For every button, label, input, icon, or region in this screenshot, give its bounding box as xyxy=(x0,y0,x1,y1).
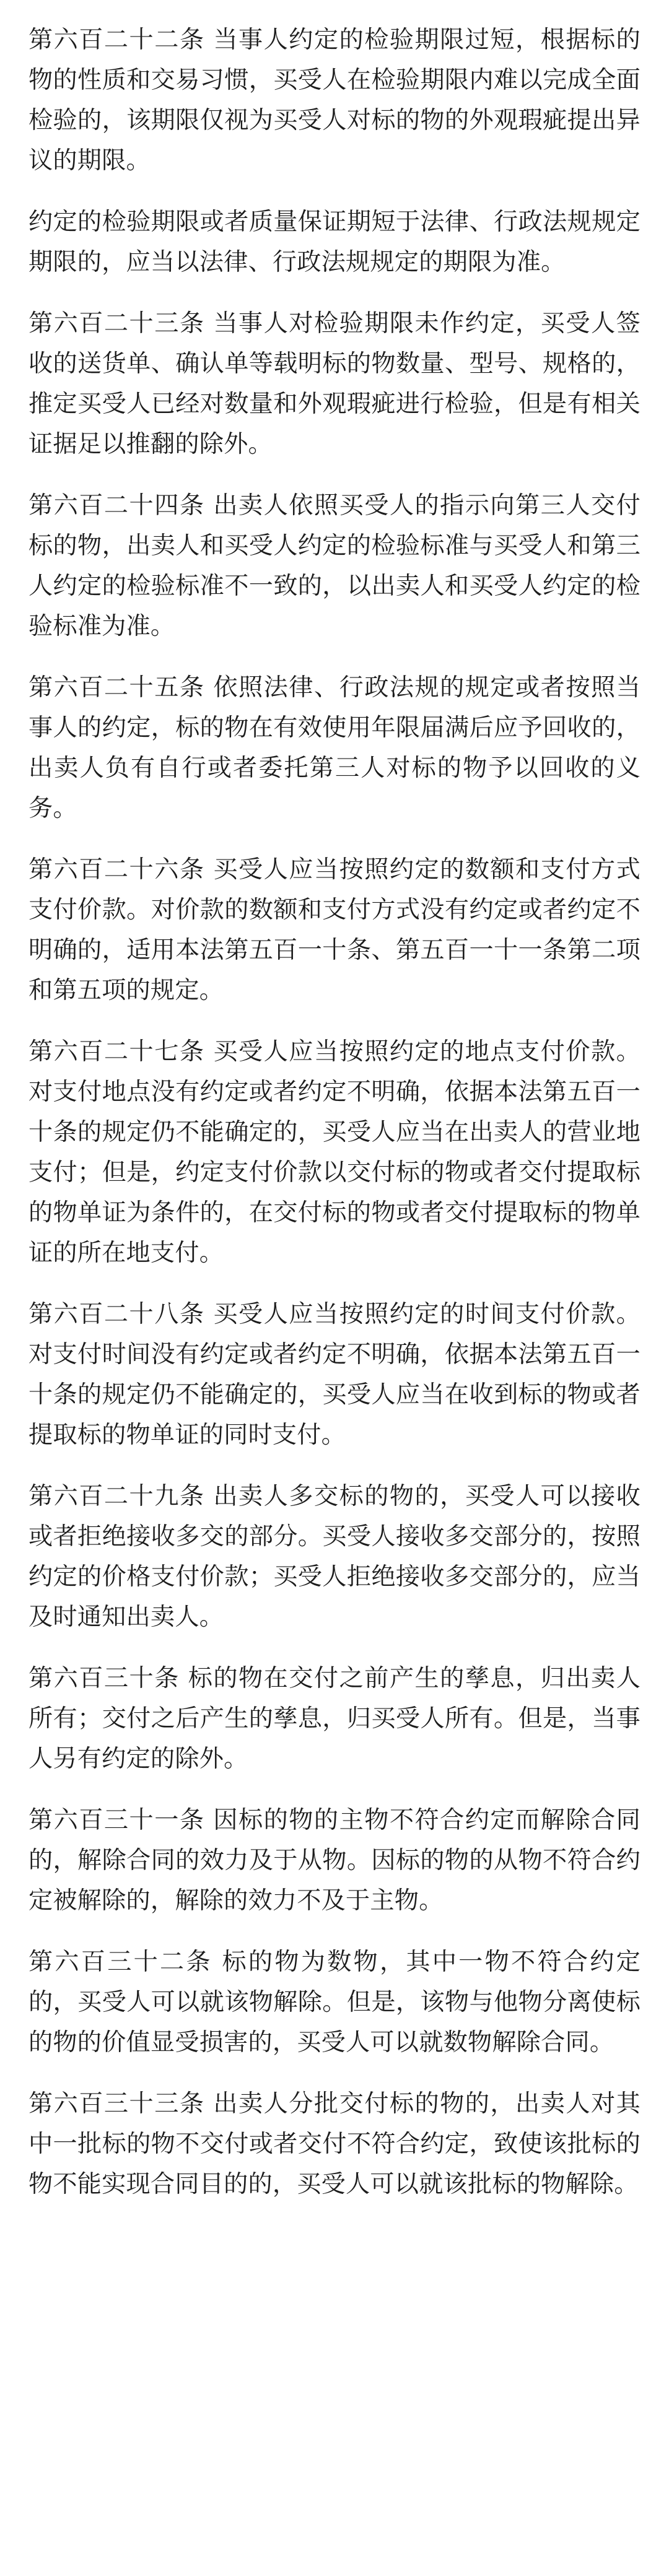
article-625-paragraph: 第六百二十五条 依照法律、行政法规的规定或者按照当事人的约定，标的物在有效使用年限届满后应予回收的，出卖人负有自行或者委托第三人对标的物予以回收的义务。 xyxy=(28,674,641,822)
article-626-paragraph: 第六百二十六条 买受人应当按照约定的数额和支付方式支付价款。对价款的数额和支付方式没有约定或者约定不明确的，适用本法第五百一十条、第五百一十一条第二项和第五项的规定。 xyxy=(28,856,641,1004)
article-627-paragraph: 第六百二十七条 买受人应当按照约定的地点支付价款。对支付地点没有约定或者约定不明确，依据本法第五百一十条的规定仍不能确定的，买受人应当在出卖人的营业地支付；但是，约定支付价款以交付标的物或者交付提取标的物单证为条件的，在交付标的物或者交付提取标的物单证的所在地支付。 xyxy=(28,1038,641,1267)
article-623-paragraph: 第六百二十三条 当事人对检验期限未作约定，买受人签收的送货单、确认单等载明标的物数量、型号、规格的，推定买受人已经对数量和外观瑕疵进行检验，但是有相关证据足以推翻的除外。 xyxy=(28,310,641,458)
article-624-paragraph: 第六百二十四条 出卖人依照买受人的指示向第三人交付标的物，出卖人和买受人约定的检验标准与买受人和第三人约定的检验标准不一致的，以出卖人和买受人约定的检验标准为准。 xyxy=(28,492,641,640)
article-628-paragraph: 第六百二十八条 买受人应当按照约定的时间支付价款。对支付时间没有约定或者约定不明确，依据本法第五百一十条的规定仍不能确定的，买受人应当在收到标的物或者提取标的物单证的同时支付。 xyxy=(28,1300,641,1449)
article-622-paragraph: 第六百二十二条 当事人约定的检验期限过短，根据标的物的性质和交易习惯，买受人在检验期限内难以完成全面检验的，该期限仅视为买受人对标的物的外观瑕疵提出异议的期限。 xyxy=(28,26,641,175)
article-629-paragraph: 第六百二十九条 出卖人多交标的物的，买受人可以接收或者拒绝接收多交的部分。买受人接收多交部分的，按照约定的价格支付价款；买受人拒绝接收多交部分的，应当及时通知出卖人。 xyxy=(28,1482,641,1631)
article-630-paragraph: 第六百三十条 标的物在交付之前产生的孳息，归出卖人所有；交付之后产生的孳息，归买受人所有。但是，当事人另有约定的除外。 xyxy=(28,1664,641,1773)
article-631-paragraph: 第六百三十一条 因标的物的主物不符合约定而解除合同的，解除合同的效力及于从物。因标的物的从物不符合约定被解除的，解除的效力不及于主物。 xyxy=(28,1806,641,1915)
article-633-paragraph: 第六百三十三条 出卖人分批交付标的物的，出卖人对其中一批标的物不交付或者交付不符合约定，致使该批标的物不能实现合同目的的，买受人可以就该批标的物解除。 xyxy=(28,2090,641,2198)
article-622-second-paragraph: 约定的检验期限或者质量保证期短于法律、行政法规规定期限的，应当以法律、行政法规规定的期限为准。 xyxy=(28,208,641,276)
article-632-paragraph: 第六百三十二条 标的物为数物，其中一物不符合约定的，买受人可以就该物解除。但是，该物与他物分离使标的物的价值显受损害的，买受人可以就数物解除合同。 xyxy=(28,1948,641,2056)
